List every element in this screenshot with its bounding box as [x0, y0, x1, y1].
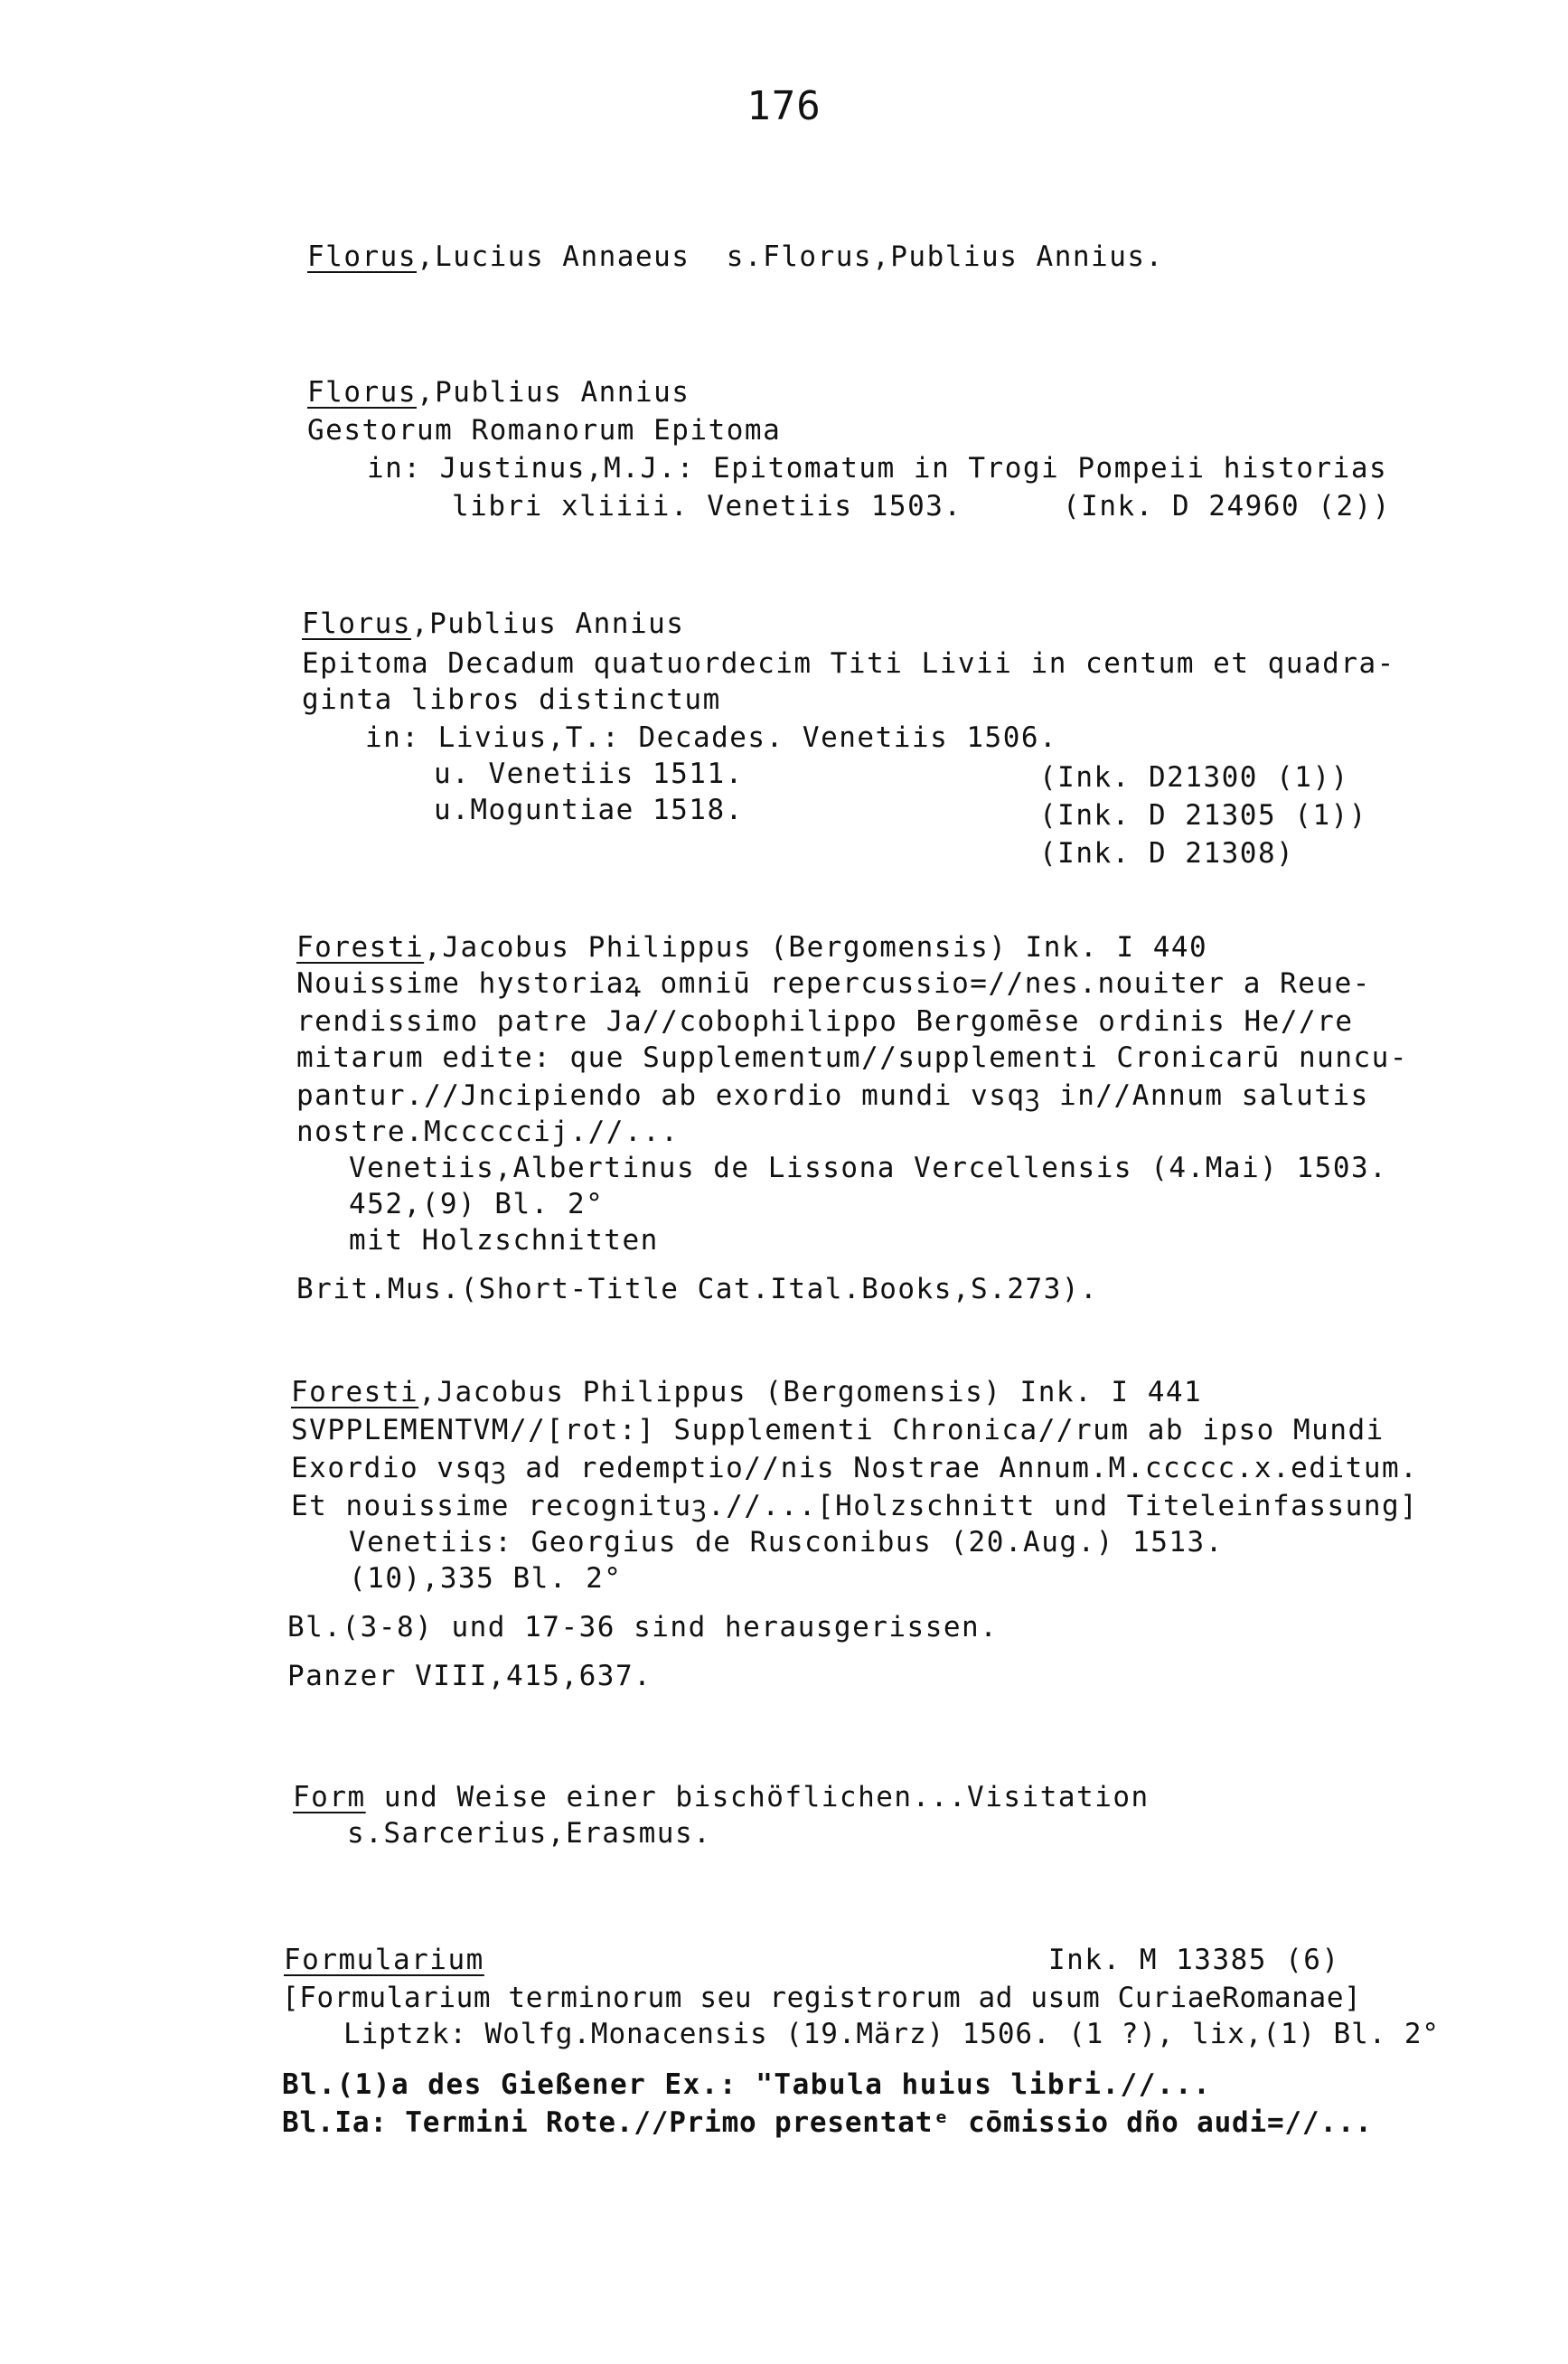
entry-heading	[293, 1779, 1150, 1815]
entry-line: 452,(9) Bl. 2°	[349, 1188, 605, 1220]
entry-line: Liptzk: Wolfg.Monacensis (19.März) 1506. (1 ?), lix,(1) Bl. 2°	[343, 2018, 1440, 2050]
heading-rest: ,Jacobus Philippus (Bergomensis) Ink. I 441	[418, 1376, 1203, 1408]
entry-heading	[307, 374, 690, 410]
entry-heading	[296, 929, 1207, 965]
entry-line: pantur.//Jncipiendo ab exordio mundi vsqꝫ in//Annum salutis	[296, 1079, 1369, 1112]
entry-line: u. Venetiis 1511.	[434, 758, 744, 790]
heading-name: Form	[293, 1781, 366, 1813]
heading-rest: und Weise einer bischöflichen...Visitation	[365, 1781, 1150, 1813]
shelfmark: (Ink. D 24960 (2))	[1063, 490, 1391, 523]
entry-line: Exordio vsqꝫ ad redemptio//nis Nostrae Annum.M.ccccc.x.editum.	[291, 1452, 1419, 1484]
entry-line: in: Justinus,M.J.: Epitomatum in Trogi Pompeii historias	[367, 452, 1388, 485]
entry-line: SVPPLEMENTVM//[rot:] Supplementi Chronica//rum ab ipso Mundi	[291, 1414, 1385, 1446]
entry-line: s.Sarcerius,Erasmus.	[347, 1817, 712, 1850]
entry-line: nostre.Mcccccij.//...	[296, 1116, 680, 1148]
shelfmark: (Ink. D 21308)	[1039, 837, 1295, 870]
shelfmark: Ink. M 13385 (6)	[1048, 1944, 1340, 1976]
entry-line: Et nouissime recognituꝫ.//...[Holzschnitt und Titeleinfassung]	[291, 1490, 1419, 1522]
entry-line: mitarum edite: que Supplementum//supplementi Cronicarū nuncu-	[296, 1041, 1408, 1074]
heading-rest: ,Publius Annius	[410, 607, 685, 640]
page-number: 176	[746, 83, 822, 129]
entry-line: Venetiis,Albertinus de Lissona Vercellensis (4.Mai) 1503.	[349, 1152, 1388, 1184]
entry-heading	[291, 1374, 1202, 1410]
heading-rest: ,Lucius Annaeus s.Florus,Publius Annius.	[416, 240, 1164, 273]
entry-line: rendissimo patre Ja//cobophilippo Bergomēse ordinis He//re	[296, 1005, 1354, 1038]
entry-line: Gestorum Romanorum Epitoma	[307, 414, 782, 447]
heading-name: Formularium	[284, 1944, 484, 1976]
entry-line: Venetiis: Georgius de Rusconibus (20.Aug.) 1513.	[349, 1526, 1224, 1559]
entry-line: [Formularium terminorum seu registrorum ad usum CuriaeRomanae]	[282, 1982, 1362, 2014]
entry-line: Bl.(3-8) und 17-36 sind herausgerissen.	[287, 1611, 999, 1643]
entry-line: in: Livius,T.: Decades. Venetiis 1506.	[365, 721, 1058, 754]
entry-line: mit Holzschnitten	[349, 1224, 659, 1257]
entry-heading	[302, 606, 684, 642]
heading-name: Florus	[307, 376, 417, 409]
entry-line: (10),335 Bl. 2°	[349, 1562, 623, 1595]
entry-heading	[307, 239, 1164, 275]
entry-heading	[284, 1942, 484, 1978]
shelfmark: (Ink. D21300 (1))	[1039, 761, 1349, 794]
entry-line: libri xliiii. Venetiis 1503.	[452, 490, 962, 523]
heading-rest: ,Jacobus Philippus (Bergomensis) Ink. I 440	[424, 931, 1208, 964]
heading-name: Florus	[302, 607, 411, 640]
entry-line: Bl.Ia: Termini Rote.//Primo presentatᵉ cōmissio dño audi=//...	[282, 2106, 1373, 2139]
heading-rest: ,Publius Annius	[416, 376, 690, 409]
heading-name: Foresti	[296, 931, 425, 964]
entry-line: Brit.Mus.(Short-Title Cat.Ital.Books,S.273).	[296, 1273, 1099, 1305]
entry-line: u.Moguntiae 1518.	[434, 794, 744, 826]
heading-name: Florus	[307, 240, 417, 273]
entry-line: Panzer VIII,415,637.	[287, 1660, 653, 1692]
shelfmark: (Ink. D 21305 (1))	[1039, 799, 1367, 832]
entry-line: ginta libros distinctum	[302, 683, 721, 716]
entry-line: Nouissime hystoriaꝝ omniū repercussio=//nes.nouiter a Reue-	[296, 967, 1371, 1000]
heading-name: Foresti	[291, 1376, 419, 1408]
entry-line: Epitoma Decadum quatuordecim Titi Livii in centum et quadra-	[302, 647, 1395, 680]
entry-line: Bl.(1)a des Gießener Ex.: "Tabula huius libri.//...	[282, 2068, 1212, 2101]
